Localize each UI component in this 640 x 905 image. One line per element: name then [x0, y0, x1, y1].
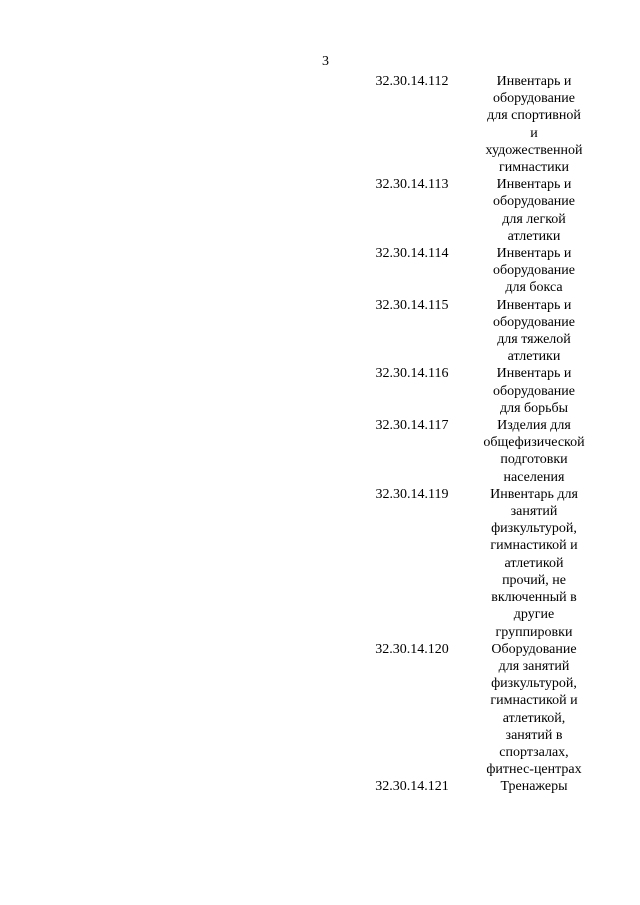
row-description: Инвентарь и оборудование для легкой атлетики [492, 177, 576, 244]
table-row [0, 365, 640, 417]
table-row [0, 486, 640, 641]
row-description: Изделия для общефизической подготовки населения [483, 418, 585, 485]
table-row [0, 245, 640, 297]
row-code: 32.30.14.121 [375, 779, 449, 795]
row-description: Оборудование для занятий физкультурой, гимнастикой и атлетикой, занятий в спортзалах, фитнес-центрах [486, 641, 582, 778]
table-row [0, 641, 640, 779]
table-row [0, 297, 640, 366]
row-code: 32.30.14.119 [375, 486, 449, 502]
row-description: Инвентарь и оборудование для спортивной и художественной гимнастики [485, 74, 583, 176]
row-code: 32.30.14.115 [375, 297, 449, 313]
row-code: 32.30.14.114 [375, 246, 449, 262]
row-code: 32.30.14.116 [375, 366, 449, 382]
row-code: 32.30.14.113 [375, 177, 449, 193]
row-description: Инвентарь для занятий физкультурой, гимнастикой и атлетикой прочий, не включенный в другие группировки [490, 486, 578, 640]
row-description: Инвентарь и оборудование для тяжелой атлетики [492, 297, 576, 365]
table-row [0, 417, 640, 486]
row-description: Инвентарь и оборудование для борьбы [492, 366, 576, 416]
table-row [0, 778, 640, 795]
row-description: Тренажеры [500, 779, 568, 795]
row-description: Инвентарь и оборудование для бокса [492, 246, 576, 296]
table-row [0, 73, 640, 176]
classification-table [0, 73, 640, 796]
row-code: 32.30.14.117 [375, 418, 449, 434]
row-code: 32.30.14.120 [375, 641, 449, 657]
row-code: 32.30.14.112 [375, 74, 449, 89]
table-row [0, 176, 640, 245]
page-number: 3 [322, 54, 329, 69]
